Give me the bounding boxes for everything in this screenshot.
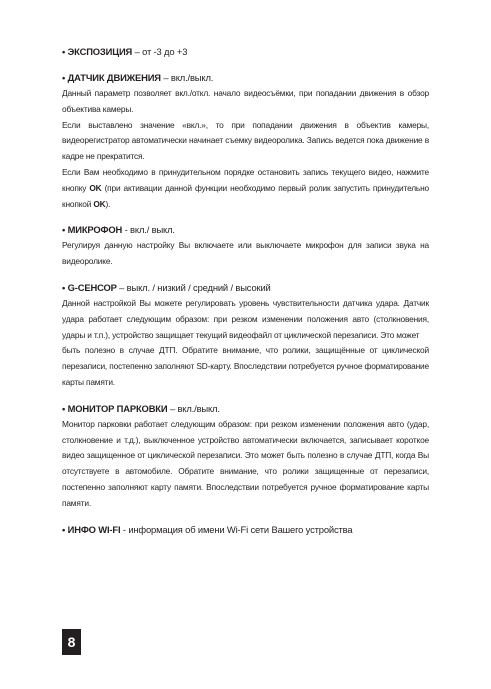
bullet-icon: • — [62, 72, 66, 83]
ok-key-label: OK — [89, 182, 102, 193]
text-run: (при активации данной функции необходимо первый ролик запустить принудительно кнопкой — [62, 182, 429, 209]
setting-title: МОНИТОР ПАРКОВКИ — [67, 402, 168, 414]
setting-title: ИНФО WI-FI — [67, 523, 121, 535]
page-number: 8 — [62, 629, 81, 655]
setting-value: - информация об имени Wi-Fi сети Вашего устройства — [120, 523, 353, 535]
setting-value: – выкл. / низкий / средний / высокий — [116, 281, 271, 293]
paragraph: Данный параметр позволяет вкл./откл. начало видеосъёмки, при попадании движения в обзор объектива камеры. — [62, 88, 429, 114]
setting-wifi-info — [62, 522, 429, 538]
setting-microphone — [62, 222, 429, 270]
setting-title: МИКРОФОН — [67, 224, 123, 236]
bullet-icon: • — [62, 224, 66, 236]
setting-g-sensor — [62, 280, 429, 391]
paragraph: Если выставлено значение «вкл.», то при попадании движения в объектив камеры, видеорегистратор автоматически начинает съемку видеоролика. Запись ведется пока движение в кадре не прекратится. — [62, 119, 429, 162]
text-run: Если Вам необходимо в принудительном порядке остановить запись текущего видео, нажмите кнопку — [62, 166, 429, 193]
setting-exposure — [62, 44, 429, 60]
setting-title: ЭКСПОЗИЦИЯ — [67, 46, 133, 57]
setting-title: G-СЕНСОР — [67, 281, 117, 293]
setting-value: – от -3 до +3 — [132, 46, 188, 57]
bullet-icon: • — [62, 523, 66, 535]
bullet-icon: • — [62, 46, 66, 57]
paragraph — [62, 165, 429, 212]
paragraph: быть полезно в случае ДТП. Обратите внимание, что ролики, защищённые от циклической перезаписи, постепенно заполняют SD-карту. Впоследствии потребуется ручное форматирование карты памяти. — [62, 345, 429, 387]
setting-value: – вкл./выкл. — [160, 72, 214, 83]
setting-heading — [62, 522, 429, 538]
setting-value: - вкл./ выкл. — [122, 224, 175, 236]
setting-title: ДАТЧИК ДВИЖЕНИЯ — [67, 72, 161, 83]
paragraph: Данной настройкой Вы можете регулировать уровень чувствительности датчика удара. Датчик удара работает следующим образом: при резком изменении положения авто (столкновения, удары и т.п.), устройство защищает текущий видеофайл от циклической перезаписи. Это может — [62, 297, 429, 340]
setting-heading — [62, 44, 429, 60]
setting-heading — [62, 280, 429, 296]
bullet-icon: • — [62, 281, 66, 293]
paragraph: Регулируя данную настройку Вы включаете или выключаете микрофон для записи звука на видеоролике. — [62, 240, 429, 267]
setting-heading — [62, 222, 429, 238]
text-run: ). — [105, 198, 111, 209]
ok-key-label: OK — [93, 198, 106, 209]
bullet-icon: • — [62, 402, 66, 414]
setting-motion-detector — [62, 70, 429, 212]
setting-value: – вкл./выкл. — [167, 402, 220, 414]
setting-heading — [62, 401, 429, 417]
setting-parking-monitor — [62, 401, 429, 512]
manual-page-content — [62, 44, 429, 548]
setting-heading — [62, 70, 429, 86]
paragraph: Монитор парковки работает следующим образом: при резком изменении положения авто (удар, столкновение и т.д.), выключенное устройство автоматически включается, записывает короткое видео защищенное от циклической перезаписи. Это может быть полезно в случае ДТП, когда Вы отсутствуете в автомобиле. Обратите внимание, что ролики защищенные от перезаписи, постепенно заполняют карту памяти. Впоследствии потребуется ручное форматирование карты памяти. — [62, 418, 429, 508]
